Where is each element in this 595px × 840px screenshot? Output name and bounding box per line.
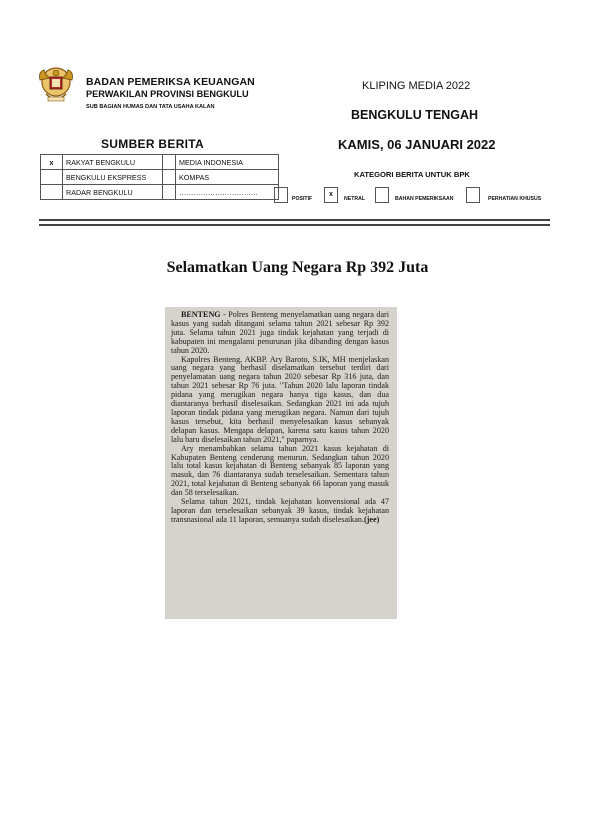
source-check-empty [163, 155, 176, 170]
category-positif-box [274, 187, 288, 203]
category-khusus-box [466, 187, 480, 203]
org-branch: PERWAKILAN PROVINSI BENGKULU [86, 89, 249, 99]
source-table [40, 154, 279, 200]
source-name: BENGKULU EKSPRESS [63, 170, 163, 185]
bpk-garuda-logo [36, 64, 76, 108]
source-alt: …………………………… [176, 185, 279, 200]
category-khusus-label: PERHATIAN KHUSUS [488, 196, 542, 202]
source-check-empty [163, 170, 176, 185]
category-pemeriksaan-box [375, 187, 389, 203]
category-title: KATEGORI BERITA UNTUK BPK [354, 170, 470, 179]
clip-date: KAMIS, 06 JANUARI 2022 [338, 137, 496, 152]
header-divider [39, 224, 550, 226]
kliping-title: KLIPING MEDIA 2022 [362, 80, 471, 92]
source-row [41, 170, 279, 185]
category-positif-label: POSITIF [292, 196, 313, 202]
category-netral-box: x [324, 187, 338, 203]
article-paragraph-text: Selama tahun 2021, tindak kejahatan konvensional ada 47 laporan dan terselesaikan sebanyak 39 kasus, tindak kejahatan transnasional ada 11 laporan, semuanya sudah diselesaikan. [171, 497, 389, 524]
article-body [171, 311, 389, 525]
source-title: SUMBER BERITA [101, 137, 205, 151]
article-paragraph: Kapolres Benteng, AKBP. Ary Baroto, S.IK, MH menjelaskan uang negara yang berhasil diselamatkan tersebut terdiri dari penyelamatan uang negara tahun 2020 sebesar Rp 316 juta, dan tahun 2021 sebesar Rp 76 juta. "Tahun 2020 lalu laporan tindak pidana yang merugikan negara hanya tiga kasus, dan dua diantaranya berhasil diselesaikan. Sedangkan 2021 ini ada tujuh laporan tindak pidana yang merugikan negara. Namun dari tujuh kasus tersebut, kita berhasil menyelesaikan kasus sebanyak delapan kasus. Mengapa delapan, karena satu kasus tahun 2020 lalu baru diselesaikan tahun 2021," paparnya. [171, 354, 389, 444]
article-paragraph: Ary menambahkan selama tahun 2021 kasus kejahatan di Kabupaten Benteng cenderung menurun. Sedangkan tahun 2020 lalu total kasus kejahatan di Benteng sebanyak 85 laporan yang masuk, dan 76 diantaranya sudah terselesaikan. Sementara tahun 2021, total kejahatan di Benteng sebanyak 66 laporan yang masuk dan 58 terselesaikan. [171, 443, 389, 498]
article-lead-text: - Polres Benteng menyelamatkan uang negara dari kasus yang sudah ditangani selama tahun 2021 sebesar Rp 392 juta. Selama tahun 2021 juga tindak kejahatan yang terjadi di kabupaten ini mengalami penurunan jika dibanding dengan kasus tahun 2020. [171, 310, 389, 355]
source-alt: KOMPAS [176, 170, 279, 185]
header-divider [39, 219, 550, 221]
region-title: BENGKULU TENGAH [351, 108, 479, 122]
org-name: BADAN PEMERIKSA KEUANGAN [86, 76, 255, 88]
source-name: RADAR BENGKULU [63, 185, 163, 200]
article-headline: Selamatkan Uang Negara Rp 392 Juta [166, 259, 429, 276]
source-name: RAKYAT BENGKULU [63, 155, 163, 170]
source-row [41, 155, 279, 170]
source-check: x [41, 155, 63, 170]
article-dateline: BENTENG [181, 310, 221, 319]
article-signature: (jee) [364, 514, 380, 524]
source-alt: MEDIA INDONESIA [176, 155, 279, 170]
article-lead [171, 311, 389, 356]
source-check-empty [163, 185, 176, 200]
article-paragraph [171, 498, 389, 525]
category-netral-label: NETRAL [344, 196, 366, 202]
source-check [41, 185, 63, 200]
org-subdivision: SUB BAGIAN HUMAS DAN TATA USAHA KALAN [86, 104, 215, 110]
source-row [41, 185, 279, 200]
source-check [41, 170, 63, 185]
news-clipping [165, 307, 397, 619]
category-pemeriksaan-label: BAHAN PEMERIKSAAN [395, 196, 454, 202]
